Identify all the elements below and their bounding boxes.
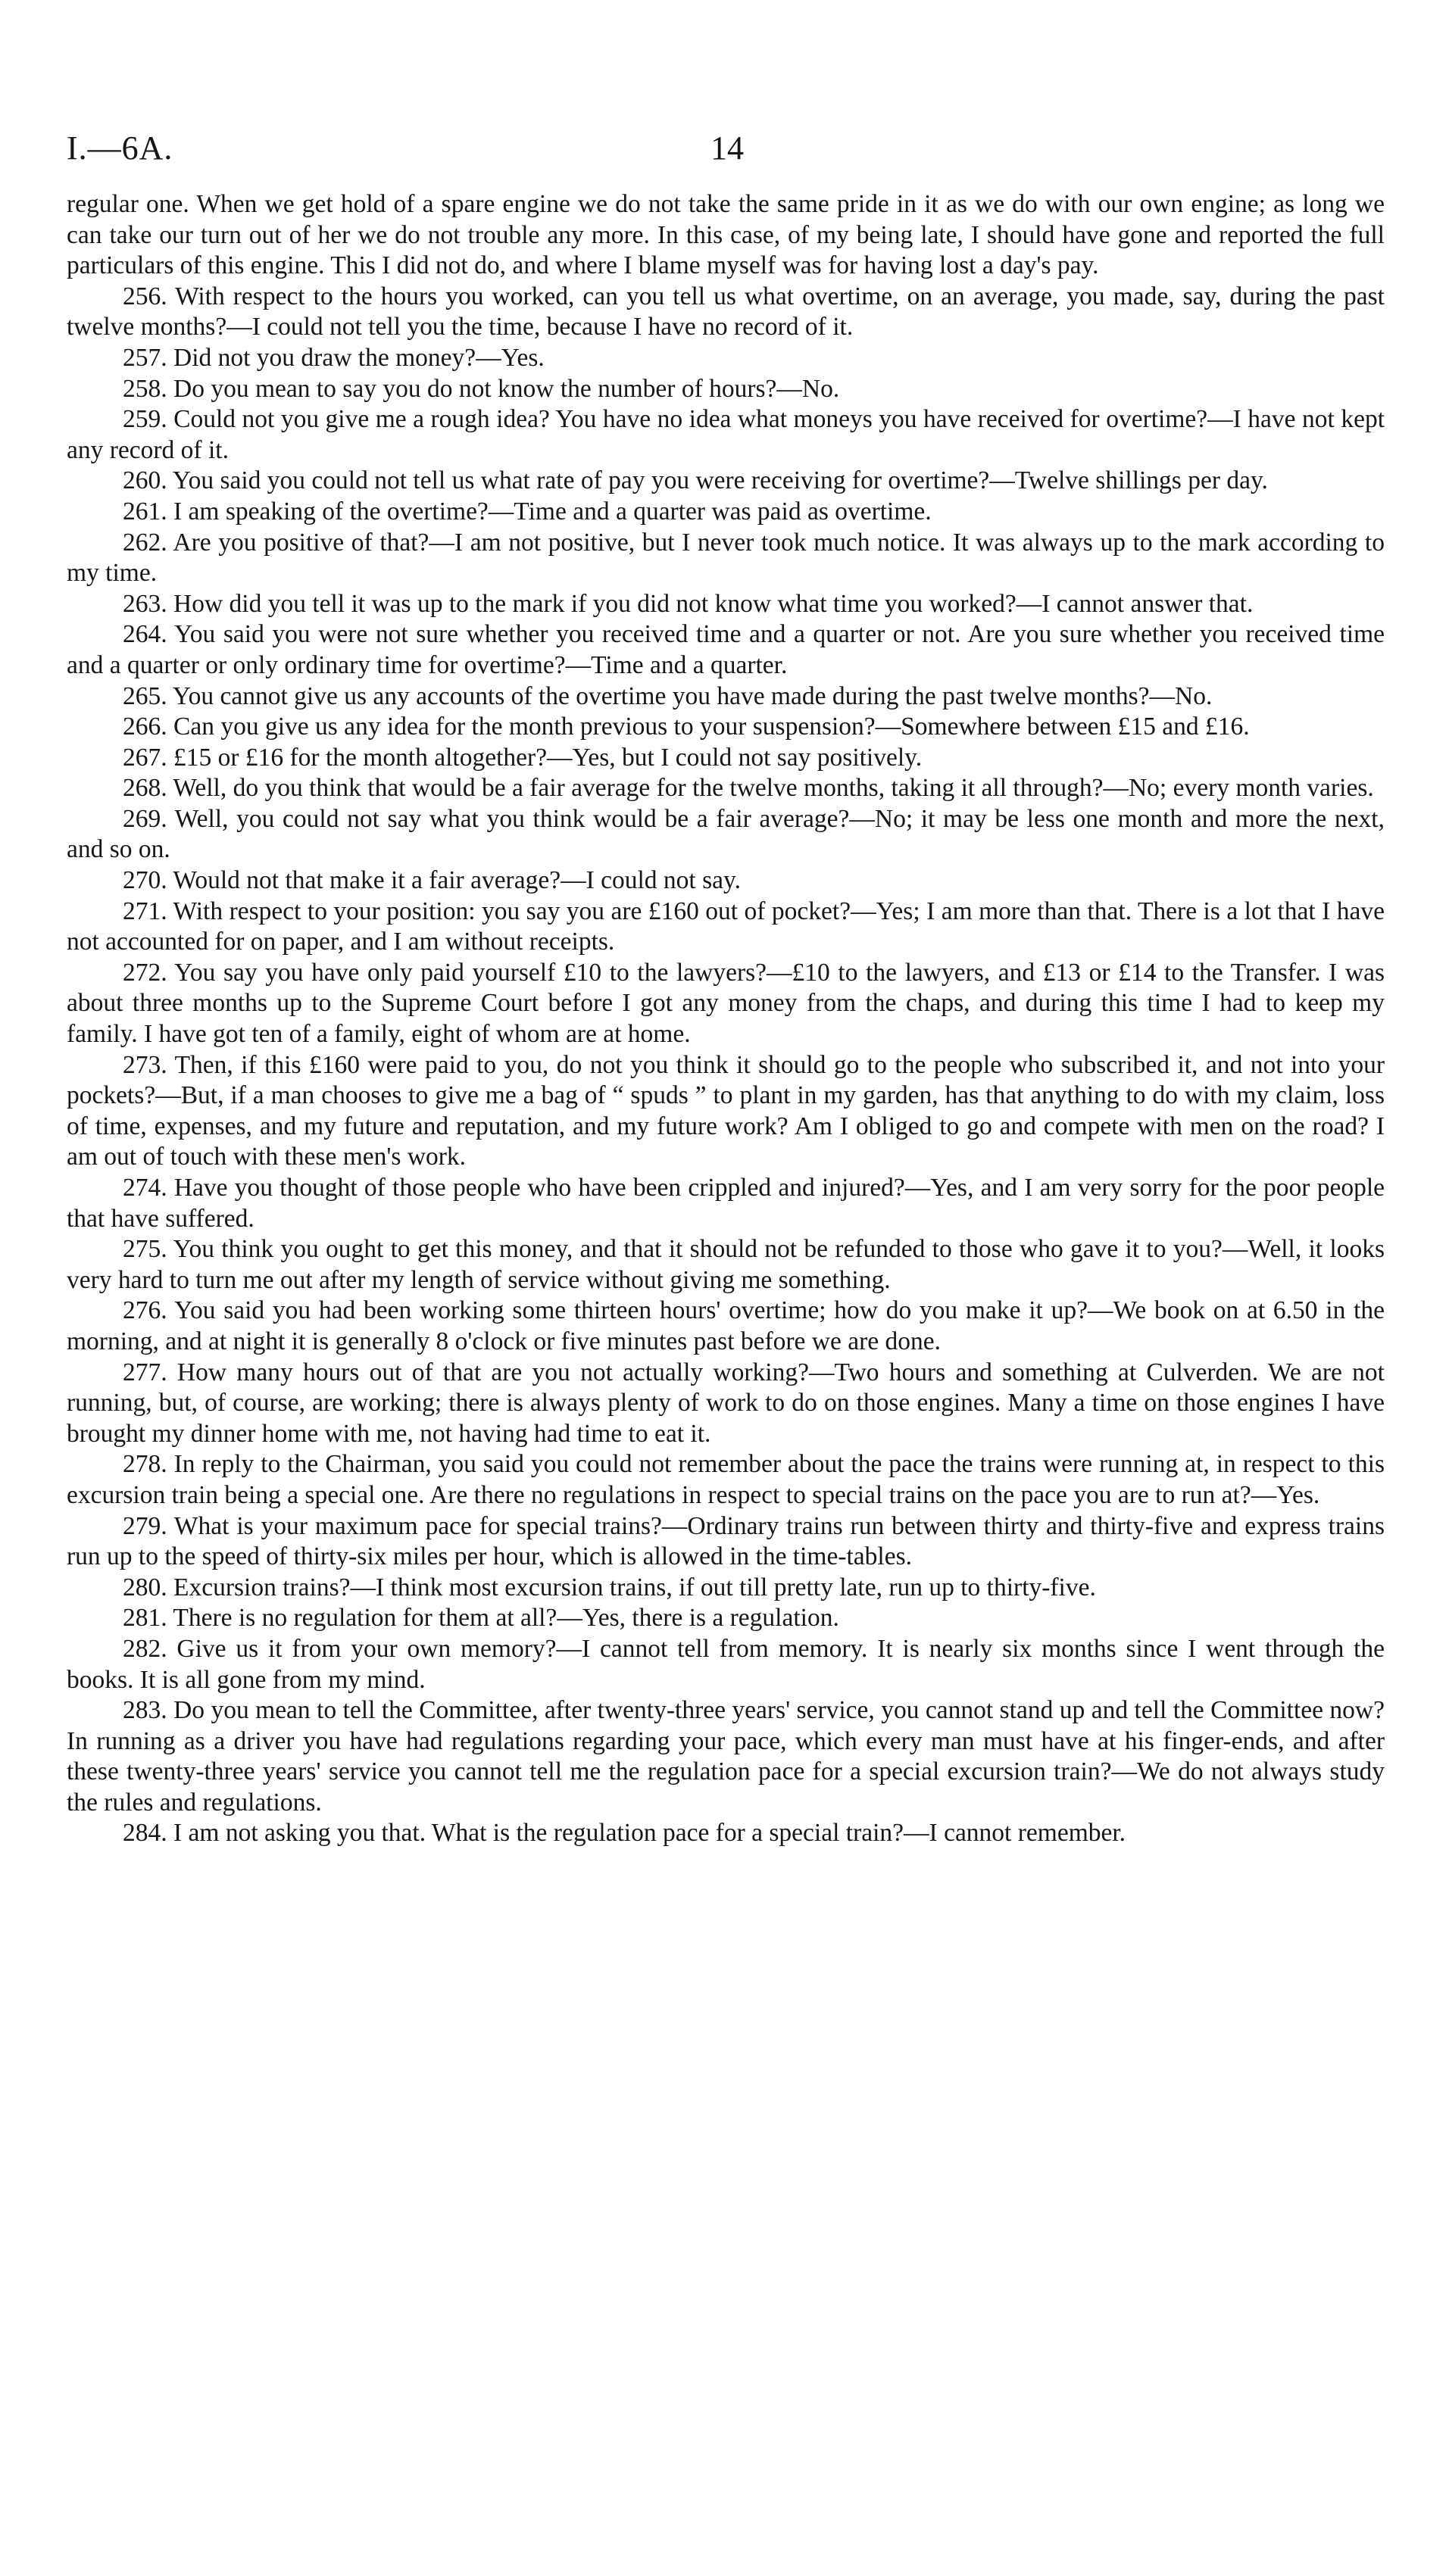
document-page — [67, 114, 1385, 1849]
question-261: 261. I am speaking of the overtime?—Time and a quarter was paid as overtime. — [123, 497, 932, 525]
question-273: 273. Then, if this £160 were paid to you, do not you think it should go to the people who subscribed it, and not into your pockets?—But, if a man chooses to give me a bag of “ spuds ” to plant in my garden, has that anything to do with my claim, loss of time, expenses, and my future and reputation, and my future work? Am I obliged to go and compete with men on the road? I am out of touch with these men's work. — [67, 1050, 1385, 1171]
question-256: 256. With respect to the hours you worked, can you tell us what overtime, on an average, you made, say, during the past twelve months?—I could not tell you the time, because I have no record of it. — [67, 282, 1385, 341]
continuation-paragraph: regular one. When we get hold of a spare engine we do not take the same pride in it as we do with our own engine; as long we can take our turn out of her we do not trouble any more. In this case, of my being late, I should have gone and reported the full particulars of this engine. This I did not do, and where I blame myself was for having lost a day's pay. — [67, 190, 1385, 280]
page-number: 14 — [710, 129, 744, 167]
question-274: 274. Have you thought of those people who have been crippled and injured?—Yes, and I am very sorry for the poor people that have suffered. — [67, 1174, 1385, 1233]
question-283: 283. Do you mean to tell the Committee, after twenty-three years' service, you cannot stand up and tell the Committee now? In running as a driver you have had regulations regarding your pace, which every man must have at his finger-ends, and after these twenty-three years' service you cannot tell me the regulation pace for a special excursion train?—We do not always study the rules and regulations. — [67, 1696, 1385, 1817]
question-270: 270. Would not that make it a fair average?—I could not say. — [123, 866, 741, 895]
question-282: 282. Give us it from your own memory?—I cannot tell from memory. It is nearly six months since I went through the books. It is all gone from my mind. — [67, 1634, 1385, 1694]
testimony-text — [67, 189, 1385, 1849]
page-header — [67, 114, 1385, 189]
question-271: 271. With respect to your position: you say you are £160 out of pocket?—Yes; I am more than that. There is a lot that I have not accounted for on paper, and I am without receipts. — [67, 897, 1385, 956]
question-275: 275. You think you ought to get this money, and that it should not be refunded to those who gave it to you?—Well, it looks very hard to turn me out after my length of service without giving me something. — [67, 1235, 1385, 1294]
question-257: 257. Did not you draw the money?—Yes. — [123, 343, 545, 372]
question-278: 278. In reply to the Chairman, you said you could not remember about the pace the trains were running at, in respect to this excursion train being a special one. Are there no regulations in respect to special trains on the pace you are to run at?—Yes. — [67, 1450, 1385, 1509]
question-281: 281. There is no regulation for them at all?—Yes, there is a regulation. — [123, 1604, 839, 1633]
question-268: 268. Well, do you think that would be a fair average for the twelve months, taking it all through?—No; every month varies. — [123, 774, 1374, 803]
question-279: 279. What is your maximum pace for special trains?—Ordinary trains run between thirty and thirty-five and express trains run up to the speed of thirty-six miles per hour, which is allowed in the time-tables. — [67, 1511, 1385, 1571]
question-264: 264. You said you were not sure whether you received time and a quarter or not. Are you sure whether you received time and a quarter or only ordinary time for overtime?—Time and a quarter. — [67, 620, 1385, 679]
question-262: 262. Are you positive of that?—I am not positive, but I never took much notice. It was always up to the mark according to my time. — [67, 528, 1385, 588]
question-280: 280. Excursion trains?—I think most excursion trains, if out till pretty late, run up to thirty-five. — [123, 1573, 1096, 1601]
question-260: 260. You said you could not tell us what rate of pay you were receiving for overtime?—Twelve shillings per day. — [123, 466, 1268, 495]
question-284: 284. I am not asking you that. What is the regulation pace for a special train?—I cannot remember. — [123, 1819, 1126, 1848]
document-reference: I.—6A. — [67, 129, 173, 167]
question-266: 266. Can you give us any idea for the month previous to your suspension?—Somewhere between £15 and £16. — [123, 713, 1250, 741]
question-267: 267. £15 or £16 for the month altogether?—Yes, but I could not say positively. — [123, 743, 923, 772]
question-259: 259. Could not you give me a rough idea? You have no idea what moneys you have received for overtime?—I have not kept any record of it. — [67, 405, 1385, 464]
question-276: 276. You said you had been working some thirteen hours' overtime; how do you make it up?—We book on at 6.50 in the morning, and at night it is generally 8 o'clock or five minutes past before we are done. — [67, 1296, 1385, 1355]
question-277: 277. How many hours out of that are you not actually working?—Two hours and something at Culverden. We are not running, but, of course, are working; there is always plenty of work to do on those engines. Many a time on those engines I have brought my dinner home with me, not having had time to eat it. — [67, 1358, 1385, 1448]
question-263: 263. How did you tell it was up to the mark if you did not know what time you worked?—I cannot answer that. — [123, 589, 1254, 618]
question-269: 269. Well, you could not say what you think would be a fair average?—No; it may be less one month and more the next, and so on. — [67, 804, 1385, 864]
question-272: 272. You say you have only paid yourself £10 to the lawyers?—£10 to the lawyers, and £13 or £14 to the Transfer. I was about three months up to the Supreme Court before I got any money from the chaps, and during this time I had to keep my family. I have got ten of a family, eight of whom are at home. — [67, 958, 1385, 1049]
question-265: 265. You cannot give us any accounts of the overtime you have made during the past twelve months?—No. — [123, 681, 1213, 710]
question-258: 258. Do you mean to say you do not know the number of hours?—No. — [123, 374, 840, 403]
